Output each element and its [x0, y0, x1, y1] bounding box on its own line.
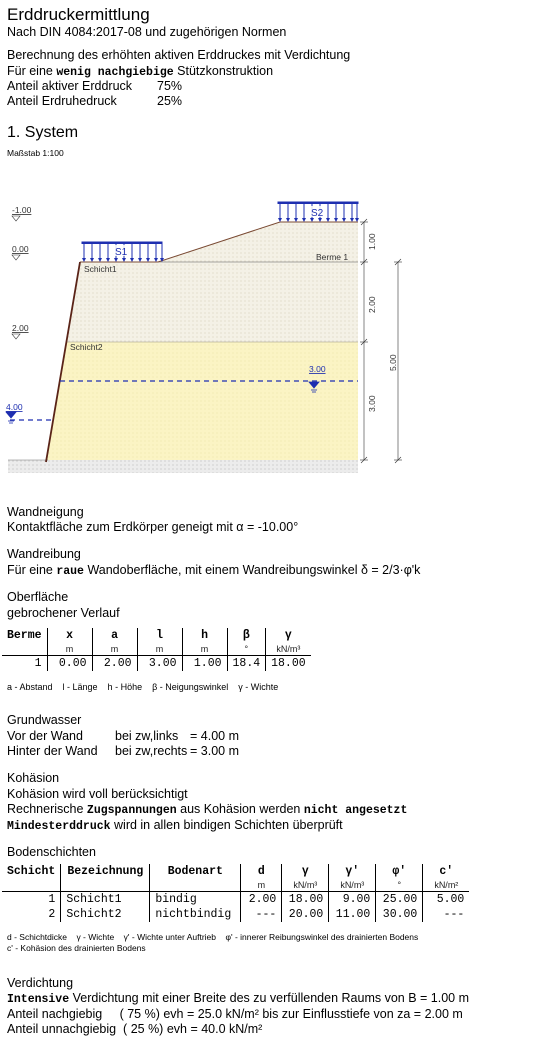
level-gw-front: 4.00 — [6, 402, 23, 412]
col-bodenart: Bodenart — [150, 864, 241, 878]
dim-3: 3.00 — [367, 395, 377, 412]
col-l: l — [137, 628, 182, 642]
col-a: a — [92, 628, 137, 642]
table-row — [2, 907, 469, 922]
unit-cell: m — [47, 642, 92, 656]
unit-cell: ° — [227, 642, 266, 656]
calc-line1-bold: wenig nachgiebige — [56, 66, 174, 79]
boden-table — [2, 864, 469, 922]
verdichtung-line1 — [7, 991, 469, 1006]
dim-2: 2.00 — [367, 296, 377, 313]
unit-cell: kN/m³ — [266, 642, 311, 656]
rest-label: Anteil Erdruhedruck — [7, 94, 117, 108]
bold-text: Mindesterddruck — [7, 820, 111, 833]
oberflaeche-heading: Oberfläche — [7, 590, 69, 604]
cell: bindig — [150, 892, 241, 908]
calc-line1-prefix: Für eine — [7, 64, 53, 78]
boden-heading: Bodenschichten — [7, 845, 96, 859]
gw-front-mid: bei zw,links — [115, 729, 179, 743]
cell: 1 — [2, 892, 61, 908]
wandreibung-bold: raue — [56, 565, 84, 578]
col-c: c' — [439, 864, 454, 878]
wandneigung-text: Kontaktfläche zum Erdkörper geneigt mit α = -10.00° — [7, 520, 299, 534]
unit-cell: m — [182, 642, 227, 656]
col-gamma-prime: γ' — [329, 864, 376, 878]
col-berme: Berme — [2, 628, 47, 642]
calc-line1-suffix: Stützkonstruktion — [177, 64, 274, 78]
col-schicht: Schicht — [2, 864, 61, 878]
table-row — [2, 892, 469, 908]
col-bezeichnung: Bezeichnung — [61, 864, 150, 878]
col-phi: φ' — [376, 864, 423, 878]
verdichtung-line2: Anteil nachgiebig ( 75 %) evh = 25.0 kN/m² bis zur Einflusstiefe von za = 2.00 m — [7, 1007, 463, 1021]
layer-label-1: Schicht1 — [84, 264, 117, 274]
load-s2-label: S2 — [311, 208, 324, 219]
level-gw-back: 3.00 — [309, 364, 326, 374]
kohaesion-line3 — [7, 818, 343, 833]
cell: Schicht1 — [61, 892, 150, 908]
cell: 5.00 — [436, 893, 465, 906]
rest-value: 25% — [157, 94, 183, 108]
cell: 18.00 — [282, 892, 329, 908]
unit-cell: kN/m³ — [329, 878, 376, 892]
unit-cell — [2, 878, 61, 892]
dim-1: 1.00 — [367, 233, 377, 250]
unit-cell: m — [137, 642, 182, 656]
unit-cell: kN/m³ — [282, 878, 329, 892]
berme-label: Berme 1 — [316, 252, 349, 262]
cell: 2.00 — [92, 656, 137, 672]
unit-cell: m — [92, 642, 137, 656]
cell: 30.00 — [376, 907, 423, 922]
cell: 25.00 — [376, 892, 423, 908]
verdichtung-heading: Verdichtung — [7, 976, 74, 990]
text: aus Kohäsion werden — [180, 802, 301, 816]
cell: 18.4 — [227, 656, 266, 672]
unit-cell — [2, 642, 47, 656]
bold-text: Zugspannungen — [86, 804, 177, 817]
system-drawing — [0, 0, 549, 480]
table-row — [2, 656, 311, 672]
text: Rechnerische — [7, 802, 84, 816]
unit-cell — [150, 878, 241, 892]
wandneigung-heading: Wandneigung — [7, 505, 84, 519]
page-subtitle: Nach DIN 4084:2017-08 und zugehörigen Normen — [7, 25, 287, 39]
kohaesion-line1: Kohäsion wird voll berücksichtigt — [7, 787, 188, 801]
gw-front-label: Vor der Wand — [7, 729, 83, 743]
oberflaeche-legend: a - Abstand l - Länge h - Höhe β - Neigungswinkel γ - Wichte — [7, 682, 279, 692]
boden-legend-1: d - Schichtdicke γ - Wichte γ' - Wichte unter Auftrieb φ' - innerer Reibungswinkel des drainierten Bodens — [7, 932, 419, 942]
gw-back-label: Hinter der Wand — [7, 744, 98, 758]
level-0: 0.00 — [12, 244, 29, 254]
page-title: Erddruckermittlung — [7, 5, 150, 24]
grundwasser-heading: Grundwasser — [7, 713, 82, 727]
soil-layer-2 — [46, 342, 358, 460]
bold-text: Intensive — [7, 993, 70, 1006]
col-gamma: γ — [282, 864, 329, 878]
wandreibung-heading: Wandreibung — [7, 547, 81, 561]
load-s1-label: S1 — [115, 247, 128, 258]
col-x: x — [47, 628, 92, 642]
dim-total: 5.00 — [388, 354, 398, 371]
cell: Schicht2 — [61, 907, 150, 922]
active-label: Anteil aktiver Erddruck — [7, 79, 133, 93]
active-value: 75% — [157, 79, 183, 93]
cell: 2.00 — [241, 892, 282, 908]
cell: --- — [443, 908, 465, 921]
system-heading: 1. System — [7, 124, 79, 141]
gw-back-value: = 3.00 m — [190, 744, 239, 758]
unit-cell: kN/m² — [423, 878, 470, 892]
col-gamma: γ — [284, 628, 292, 642]
wandreibung-prefix: Für eine — [7, 563, 53, 577]
ground-base — [8, 460, 358, 473]
boden-legend-2: c' - Kohäsion des drainierten Bodens — [7, 943, 146, 953]
soil-layer-1 — [66, 222, 358, 342]
unit-cell — [61, 878, 150, 892]
cell: 2 — [2, 907, 61, 922]
bold-text: nicht angesetzt — [303, 804, 408, 817]
kohaesion-heading: Kohäsion — [7, 771, 60, 785]
kohaesion-line2 — [7, 802, 407, 817]
text: Verdichtung mit einer Breite des zu verfüllenden Raums von B = 1.00 m — [72, 991, 470, 1005]
unit-cell: ° — [376, 878, 423, 892]
water-symbol-front — [6, 412, 16, 423]
cell: 11.00 — [329, 907, 376, 922]
level-minus1: -1.00 — [12, 205, 32, 215]
oberflaeche-sub: gebrochener Verlauf — [7, 606, 120, 620]
text: wird in allen bindigen Schichten überprüft — [114, 818, 343, 832]
cell: 1 — [2, 656, 47, 672]
cell: 3.00 — [137, 656, 182, 672]
cell: --- — [241, 907, 282, 922]
wandreibung-suffix: Wandoberfläche, mit einem Wandreibungswinkel δ = 2/3·φ'k — [87, 563, 421, 577]
system-scale: Maßstab 1:100 — [7, 148, 64, 158]
calc-heading: Berechnung des erhöhten aktiven Erddruckes mit Verdichtung — [7, 48, 351, 62]
berme-table — [2, 628, 311, 671]
cell: 18.00 — [271, 657, 306, 670]
cell: 0.00 — [47, 656, 92, 672]
col-d: d — [241, 864, 282, 878]
col-beta: β — [227, 628, 266, 642]
cell: 1.00 — [182, 656, 227, 672]
unit-cell: m — [241, 878, 282, 892]
layer-label-2: Schicht2 — [70, 342, 103, 352]
gw-front-value: = 4.00 m — [190, 729, 239, 743]
cell: 20.00 — [282, 907, 329, 922]
wandreibung-text — [7, 563, 420, 578]
cell: 9.00 — [329, 892, 376, 908]
verdichtung-line3: Anteil unnachgiebig ( 25 %) evh = 40.0 kN/m² — [7, 1022, 263, 1036]
cell: nichtbindig — [150, 907, 241, 922]
level-2: 2.00 — [12, 323, 29, 333]
gw-back-mid: bei zw,rechts — [115, 744, 188, 758]
col-h: h — [182, 628, 227, 642]
